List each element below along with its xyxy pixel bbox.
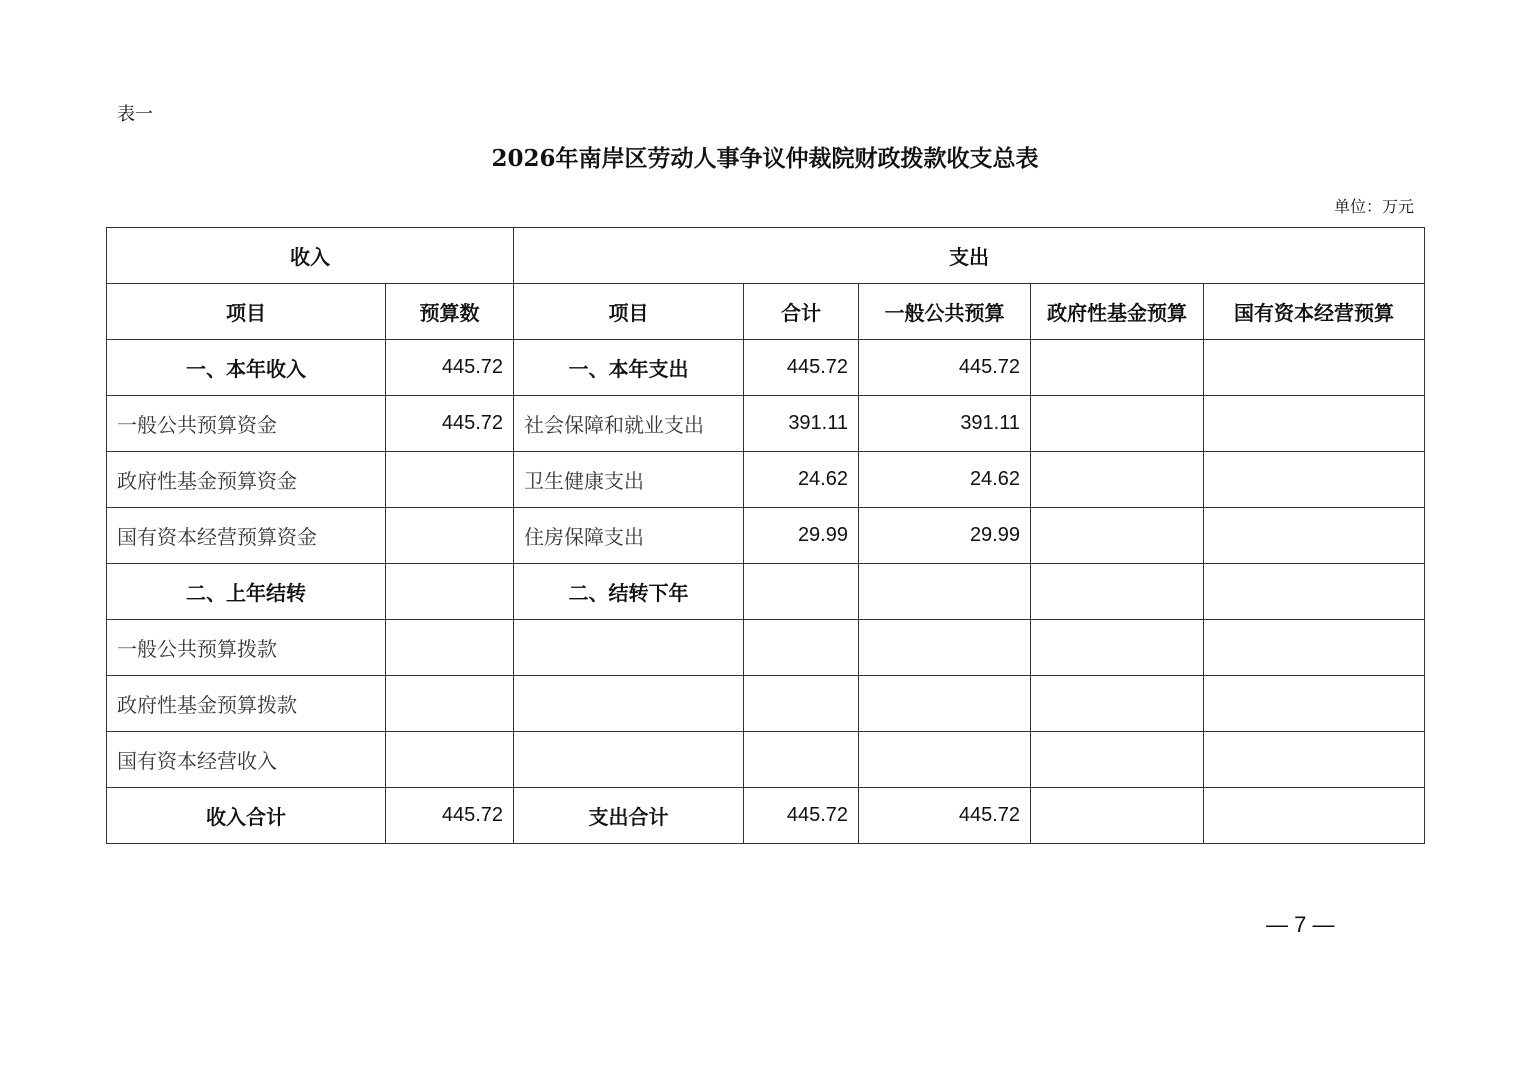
- expense-item-cell: 社会保障和就业支出: [514, 396, 744, 452]
- expense-item-cell: 支出合计: [514, 788, 744, 844]
- state-cell: [1204, 508, 1425, 564]
- total-cell: [744, 732, 859, 788]
- fund-cell: [1031, 620, 1204, 676]
- general-cell: 445.72: [859, 340, 1031, 396]
- general-cell: 24.62: [859, 452, 1031, 508]
- state-cell: [1204, 396, 1425, 452]
- table-row: [107, 732, 1425, 788]
- group-income-header: 收入: [107, 228, 514, 284]
- total-cell: 29.99: [744, 508, 859, 564]
- fund-cell: [1031, 676, 1204, 732]
- fund-cell: [1031, 508, 1204, 564]
- income-item-cell: 一般公共预算拨款: [107, 620, 386, 676]
- expense-item-cell: 一、本年支出: [514, 340, 744, 396]
- total-cell: [744, 676, 859, 732]
- table-row: [107, 452, 1425, 508]
- income-budget-cell: [386, 732, 514, 788]
- table-row: [107, 340, 1425, 396]
- expense-item-cell: [514, 620, 744, 676]
- table-row: [107, 396, 1425, 452]
- table-row: [107, 676, 1425, 732]
- total-cell: 24.62: [744, 452, 859, 508]
- income-budget-cell: [386, 452, 514, 508]
- income-item-cell: 二、上年结转: [107, 564, 386, 620]
- expense-item-cell: 二、结转下年: [514, 564, 744, 620]
- expense-item-cell: 卫生健康支出: [514, 452, 744, 508]
- general-cell: [859, 620, 1031, 676]
- income-budget-cell: 445.72: [386, 340, 514, 396]
- income-item-cell: 一、本年收入: [107, 340, 386, 396]
- income-budget-cell: 445.72: [386, 396, 514, 452]
- total-cell: [744, 564, 859, 620]
- fund-cell: [1031, 788, 1204, 844]
- general-cell: [859, 676, 1031, 732]
- general-cell: 391.11: [859, 396, 1031, 452]
- income-budget-cell: [386, 564, 514, 620]
- general-cell: 29.99: [859, 508, 1031, 564]
- header-expense-item: 项目: [514, 284, 744, 340]
- header-total: 合计: [744, 284, 859, 340]
- fund-cell: [1031, 340, 1204, 396]
- total-cell: 445.72: [744, 340, 859, 396]
- fund-cell: [1031, 564, 1204, 620]
- income-item-cell: 国有资本经营收入: [107, 732, 386, 788]
- header-general: 一般公共预算: [859, 284, 1031, 340]
- state-cell: [1204, 788, 1425, 844]
- fund-cell: [1031, 732, 1204, 788]
- state-cell: [1204, 620, 1425, 676]
- expense-item-cell: 住房保障支出: [514, 508, 744, 564]
- state-cell: [1204, 452, 1425, 508]
- total-cell: 445.72: [744, 788, 859, 844]
- income-item-cell: 政府性基金预算资金: [107, 452, 386, 508]
- header-state: 国有资本经营预算: [1204, 284, 1425, 340]
- table-row: [107, 508, 1425, 564]
- header-income-budget: 预算数: [386, 284, 514, 340]
- fund-cell: [1031, 452, 1204, 508]
- general-cell: 445.72: [859, 788, 1031, 844]
- budget-table: [106, 227, 1425, 844]
- expense-item-cell: [514, 676, 744, 732]
- table-group-header-row: [107, 228, 1425, 284]
- expense-item-cell: [514, 732, 744, 788]
- table-column-header-row: [107, 284, 1425, 340]
- income-item-cell: 政府性基金预算拨款: [107, 676, 386, 732]
- table-row: [107, 564, 1425, 620]
- header-fund: 政府性基金预算: [1031, 284, 1204, 340]
- fund-cell: [1031, 396, 1204, 452]
- income-budget-cell: 445.72: [386, 788, 514, 844]
- general-cell: [859, 564, 1031, 620]
- total-cell: [744, 620, 859, 676]
- income-item-cell: 国有资本经营预算资金: [107, 508, 386, 564]
- document-title: 2026年南岸区劳动人事争议仲裁院财政拨款收支总表: [491, 145, 1039, 172]
- state-cell: [1204, 564, 1425, 620]
- state-cell: [1204, 676, 1425, 732]
- group-expense-header: 支出: [514, 228, 1425, 284]
- header-income-item: 项目: [107, 284, 386, 340]
- page-number: — 7 —: [1266, 912, 1335, 937]
- state-cell: [1204, 732, 1425, 788]
- table-label: 表一: [117, 104, 153, 125]
- unit-label: 单位：万元: [1333, 197, 1414, 216]
- income-budget-cell: [386, 508, 514, 564]
- total-cell: 391.11: [744, 396, 859, 452]
- income-budget-cell: [386, 620, 514, 676]
- income-item-cell: 收入合计: [107, 788, 386, 844]
- income-budget-cell: [386, 676, 514, 732]
- table-row: [107, 620, 1425, 676]
- state-cell: [1204, 340, 1425, 396]
- general-cell: [859, 732, 1031, 788]
- income-item-cell: 一般公共预算资金: [107, 396, 386, 452]
- table-row: [107, 788, 1425, 844]
